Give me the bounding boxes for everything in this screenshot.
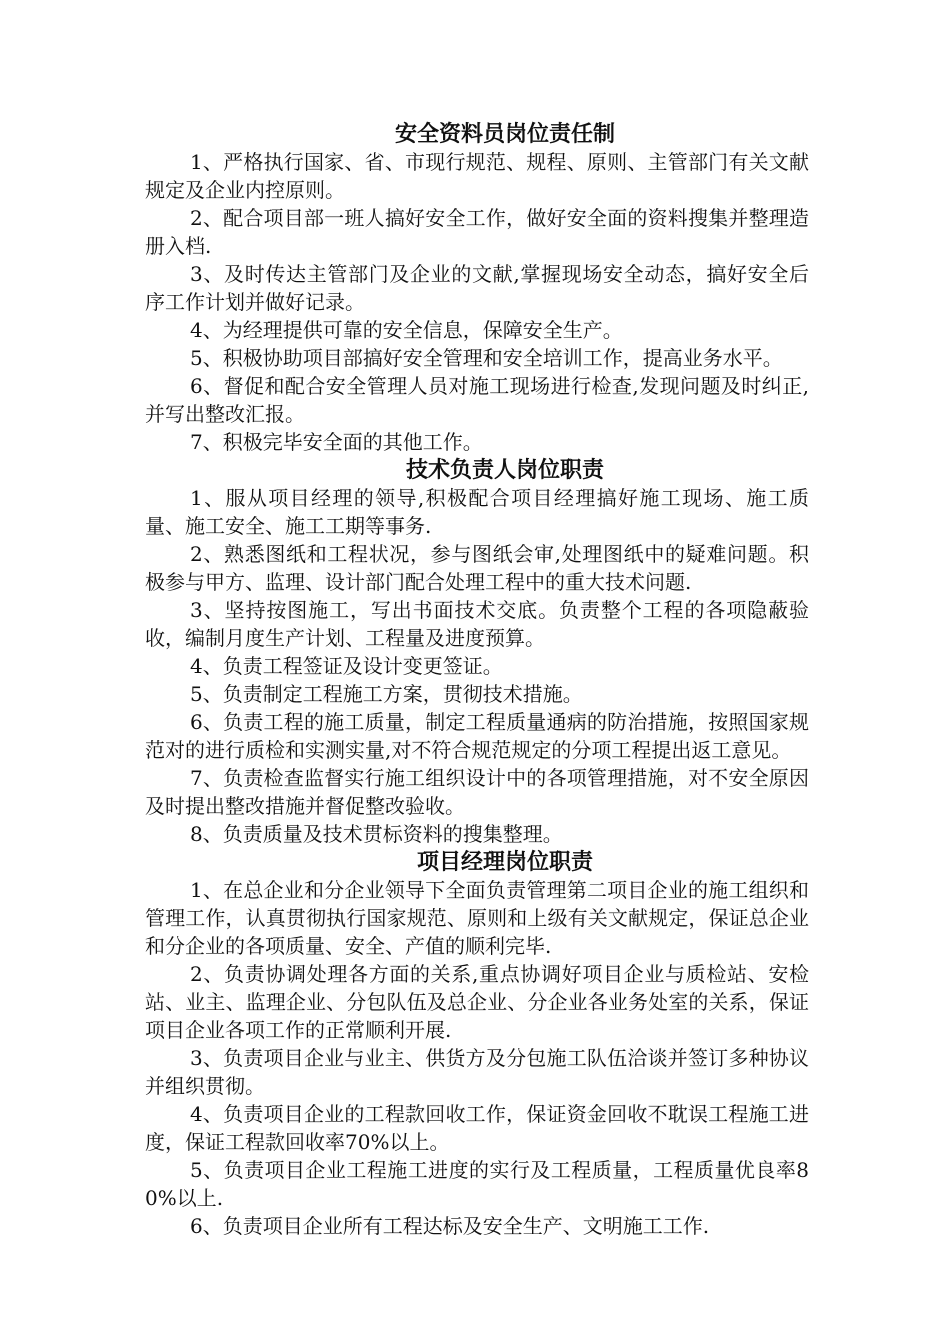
paragraph: 7、负责检查监督实行施工组织设计中的各项管理措施，对不安全原因及时提出整改措施并督促整改验收。 [145,766,809,818]
document-page [145,120,809,1240]
paragraph: 1、服从项目经理的领导,积极配合项目经理搞好施工现场、施工质量、施工安全、施工工期等事务. [145,486,809,538]
paragraph: 3、坚持按图施工，写出书面技术交底。负责整个工程的各项隐蔽验收，编制月度生产计划、工程量及进度预算。 [145,598,809,650]
section-title: 技术负责人岗位职责 [405,457,604,483]
paragraph: 2、熟悉图纸和工程状况，参与图纸会审,处理图纸中的疑难问题。积极参与甲方、监理、设计部门配合处理工程中的重大技术问题. [145,542,809,594]
paragraph: 4、为经理提供可靠的安全信息，保障安全生产。 [190,318,623,342]
paragraph: 5、负责制定工程施工方案，贯彻技术措施。 [190,682,583,706]
paragraph: 6、负责项目企业所有工程达标及安全生产、文明施工工作. [190,1214,710,1238]
paragraph: 1、严格执行国家、省、市现行规范、规程、原则、主管部门有关文献规定及企业内控原则。 [145,150,809,202]
section-title: 安全资料员岗位责任制 [394,121,615,147]
paragraph: 4、负责工程签证及设计变更签证。 [190,654,503,678]
paragraph: 4、负责项目企业的工程款回收工作，保证资金回收不耽误工程施工进度，保证工程款回收率70%以上。 [145,1102,809,1154]
paragraph: 8、负责质量及技术贯标资料的搜集整理。 [190,822,563,846]
section-title: 项目经理岗位职责 [416,849,593,875]
paragraph: 5、积极协助项目部搞好安全管理和安全培训工作，提高业务水平。 [190,346,783,370]
paragraph: 6、督促和配合安全管理人员对施工现场进行检查,发现问题及时纠正,并写出整改汇报。 [145,374,809,426]
paragraph: 3、负责项目企业与业主、供货方及分包施工队伍洽谈并签订多种协议并组织贯彻。 [145,1046,809,1098]
paragraph: 2、负责协调处理各方面的关系,重点协调好项目企业与质检站、安检站、业主、监理企业、分包队伍及总企业、分企业各业务处室的关系，保证项目企业各项工作的正常顺利开展. [145,962,809,1042]
paragraph: 6、负责工程的施工质量，制定工程质量通病的防治措施，按照国家规范对的进行质检和实测实量,对不符合规范规定的分项工程提出返工意见。 [145,710,809,762]
paragraph: 5、负责项目企业工程施工进度的实行及工程质量，工程质量优良率80%以上. [145,1158,809,1210]
paragraph: 1、在总企业和分企业领导下全面负责管理第二项目企业的施工组织和管理工作，认真贯彻执行国家规范、原则和上级有关文献规定，保证总企业和分企业的各项质量、安全、产值的顺利完毕. [145,878,809,958]
paragraph: 7、积极完毕安全面的其他工作。 [190,430,483,454]
paragraph: 3、及时传达主管部门及企业的文献,掌握现场安全动态，搞好安全后序工作计划并做好记录。 [145,262,809,314]
paragraph: 2、配合项目部一班人搞好安全工作，做好安全面的资料搜集并整理造册入档. [145,206,809,258]
